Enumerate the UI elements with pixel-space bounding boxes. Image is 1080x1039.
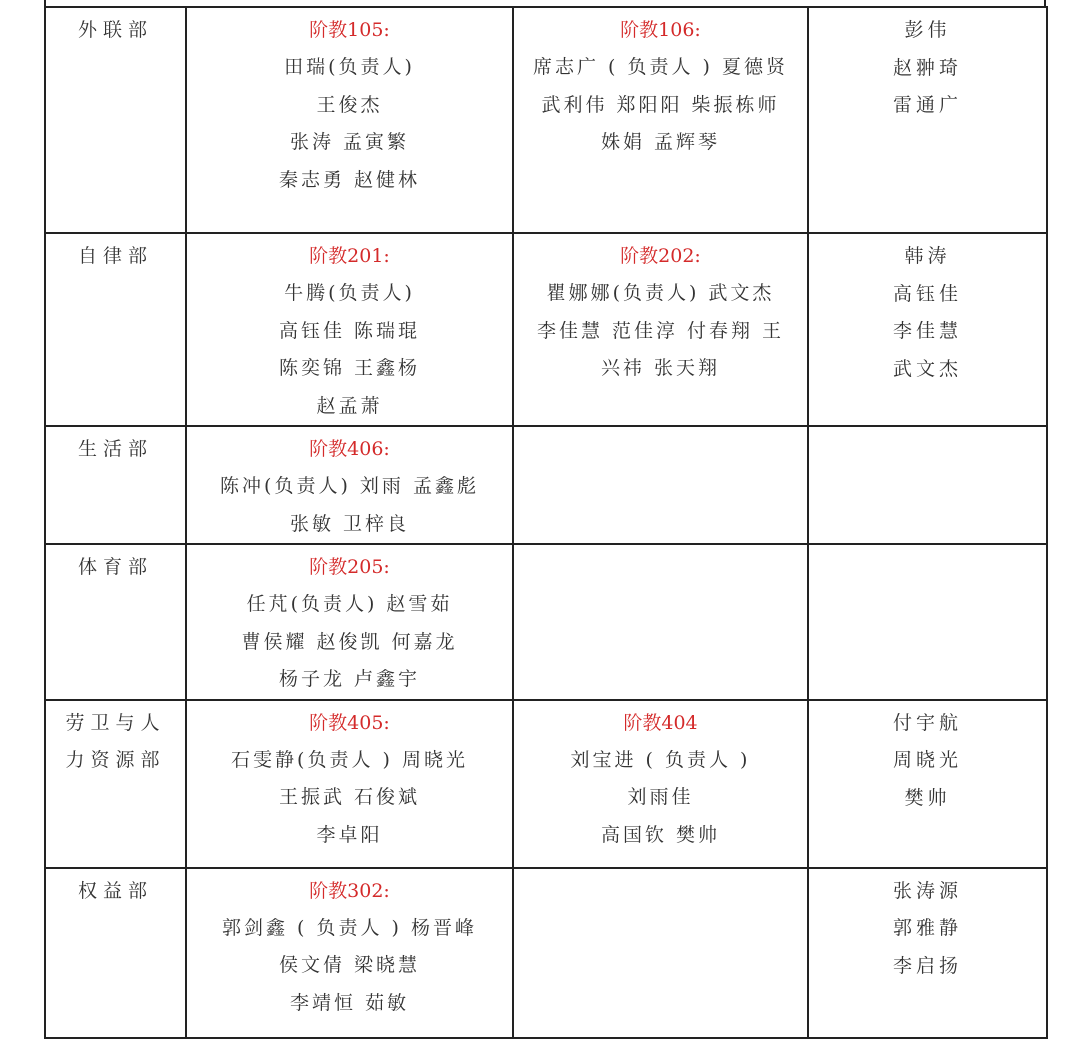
name-line: 武利伟 郑阳阳 柴振栋师 xyxy=(541,93,780,116)
name-line: 任芃(负责人) 赵雪茹 xyxy=(246,593,453,615)
department-name: 力资源部 xyxy=(65,748,166,771)
primary-room-cell xyxy=(186,700,513,868)
table-row xyxy=(45,426,1047,544)
name-line: 雷通广 xyxy=(892,94,962,116)
name-line: 石雯静(负责人 ) 周晓光 xyxy=(231,748,468,771)
name-line: 王俊杰 xyxy=(316,93,383,116)
name-line: 郭剑鑫 ( 负责人 ) 杨晋峰 xyxy=(222,916,477,939)
side-names-cell xyxy=(808,868,1047,1038)
name-line: 兴祎 张天翔 xyxy=(600,357,721,379)
name-line: 牛腾(负责人) xyxy=(284,282,415,304)
room-title: 阶教106: xyxy=(620,19,701,41)
name-line: 陈冲(负责人) 刘雨 孟鑫彪 xyxy=(220,475,479,497)
primary-room-cell xyxy=(186,7,513,233)
name-line: 彭伟 xyxy=(904,19,951,41)
secondary-room-cell xyxy=(513,7,808,233)
name-line: 秦志勇 赵健林 xyxy=(278,168,421,191)
assignment-table xyxy=(44,6,1048,1039)
empty-cell xyxy=(513,868,808,1038)
primary-room-cell xyxy=(186,233,513,426)
name-line: 周晓光 xyxy=(892,749,962,771)
name-line: 武文杰 xyxy=(892,357,962,380)
name-line: 李佳慧 范佳淳 付春翔 王 xyxy=(536,319,785,342)
primary-room-cell xyxy=(186,868,513,1038)
room-title: 阶教201: xyxy=(309,245,390,267)
name-line: 席志广 ( 负责人 ) 夏德贤 xyxy=(533,56,788,78)
name-line: 赵孟萧 xyxy=(316,394,383,417)
primary-room-cell xyxy=(186,544,513,700)
name-line: 付宇航 xyxy=(892,711,962,734)
room-title: 阶教105: xyxy=(309,19,390,41)
room-title: 阶教405: xyxy=(309,711,390,734)
name-line: 刘宝进 ( 负责人 ) xyxy=(570,748,751,771)
room-title: 阶教205: xyxy=(309,556,390,578)
room-title: 阶教202: xyxy=(620,245,701,267)
empty-cell xyxy=(513,544,808,700)
name-line: 张涛 孟寅繁 xyxy=(289,131,410,153)
name-line: 张敏 卫梓良 xyxy=(289,512,410,535)
room-title: 阶教404 xyxy=(623,711,698,734)
name-line: 郭雅静 xyxy=(892,917,962,939)
room-title: 阶教406: xyxy=(309,438,390,460)
department-cell xyxy=(45,700,186,868)
name-line: 侯文倩 梁晓慧 xyxy=(278,954,421,976)
department-name: 劳卫与人 xyxy=(65,711,166,734)
department-cell xyxy=(45,7,186,233)
name-line: 韩涛 xyxy=(904,245,951,267)
department-cell xyxy=(45,544,186,700)
name-line: 瞿娜娜(负责人) 武文杰 xyxy=(546,282,775,304)
table-row xyxy=(45,233,1047,426)
empty-cell xyxy=(808,544,1047,700)
department-cell xyxy=(45,233,186,426)
name-line: 陈奕锦 王鑫杨 xyxy=(278,357,421,379)
department-name: 生活部 xyxy=(77,438,153,460)
name-line: 李佳慧 xyxy=(892,320,962,342)
name-line: 李靖恒 茹敏 xyxy=(289,991,410,1014)
name-line: 李启扬 xyxy=(892,954,962,977)
name-line: 高钰佳 xyxy=(892,282,962,305)
name-line: 姝娟 孟辉琴 xyxy=(600,131,721,153)
table-row xyxy=(45,700,1047,868)
table-row xyxy=(45,544,1047,700)
empty-cell xyxy=(808,426,1047,544)
name-line: 高钰佳 陈瑞琨 xyxy=(278,319,421,342)
empty-cell xyxy=(513,426,808,544)
name-line: 刘雨佳 xyxy=(627,786,694,808)
department-cell xyxy=(45,868,186,1038)
department-name: 权益部 xyxy=(77,879,153,902)
name-line: 樊帅 xyxy=(904,786,951,809)
secondary-room-cell xyxy=(513,700,808,868)
name-line: 曹侯耀 赵俊凯 何嘉龙 xyxy=(241,630,458,653)
secondary-room-cell xyxy=(513,233,808,426)
name-line: 王振武 石俊斌 xyxy=(278,786,421,808)
name-line: 高国钦 樊帅 xyxy=(600,823,721,846)
name-line: 李卓阳 xyxy=(316,823,383,846)
department-name: 体育部 xyxy=(77,556,153,578)
side-names-cell xyxy=(808,233,1047,426)
side-names-cell xyxy=(808,7,1047,233)
name-line: 田瑞(负责人) xyxy=(284,56,415,78)
side-names-cell xyxy=(808,700,1047,868)
table-row xyxy=(45,7,1047,233)
department-name: 外联部 xyxy=(77,19,153,41)
department-name: 自律部 xyxy=(77,245,153,267)
name-line: 赵翀琦 xyxy=(892,56,962,79)
table-row xyxy=(45,868,1047,1038)
department-cell xyxy=(45,426,186,544)
room-title: 阶教302: xyxy=(309,879,390,902)
primary-room-cell xyxy=(186,426,513,544)
name-line: 杨子龙 卢鑫宇 xyxy=(278,668,421,690)
name-line: 张涛源 xyxy=(892,879,962,902)
